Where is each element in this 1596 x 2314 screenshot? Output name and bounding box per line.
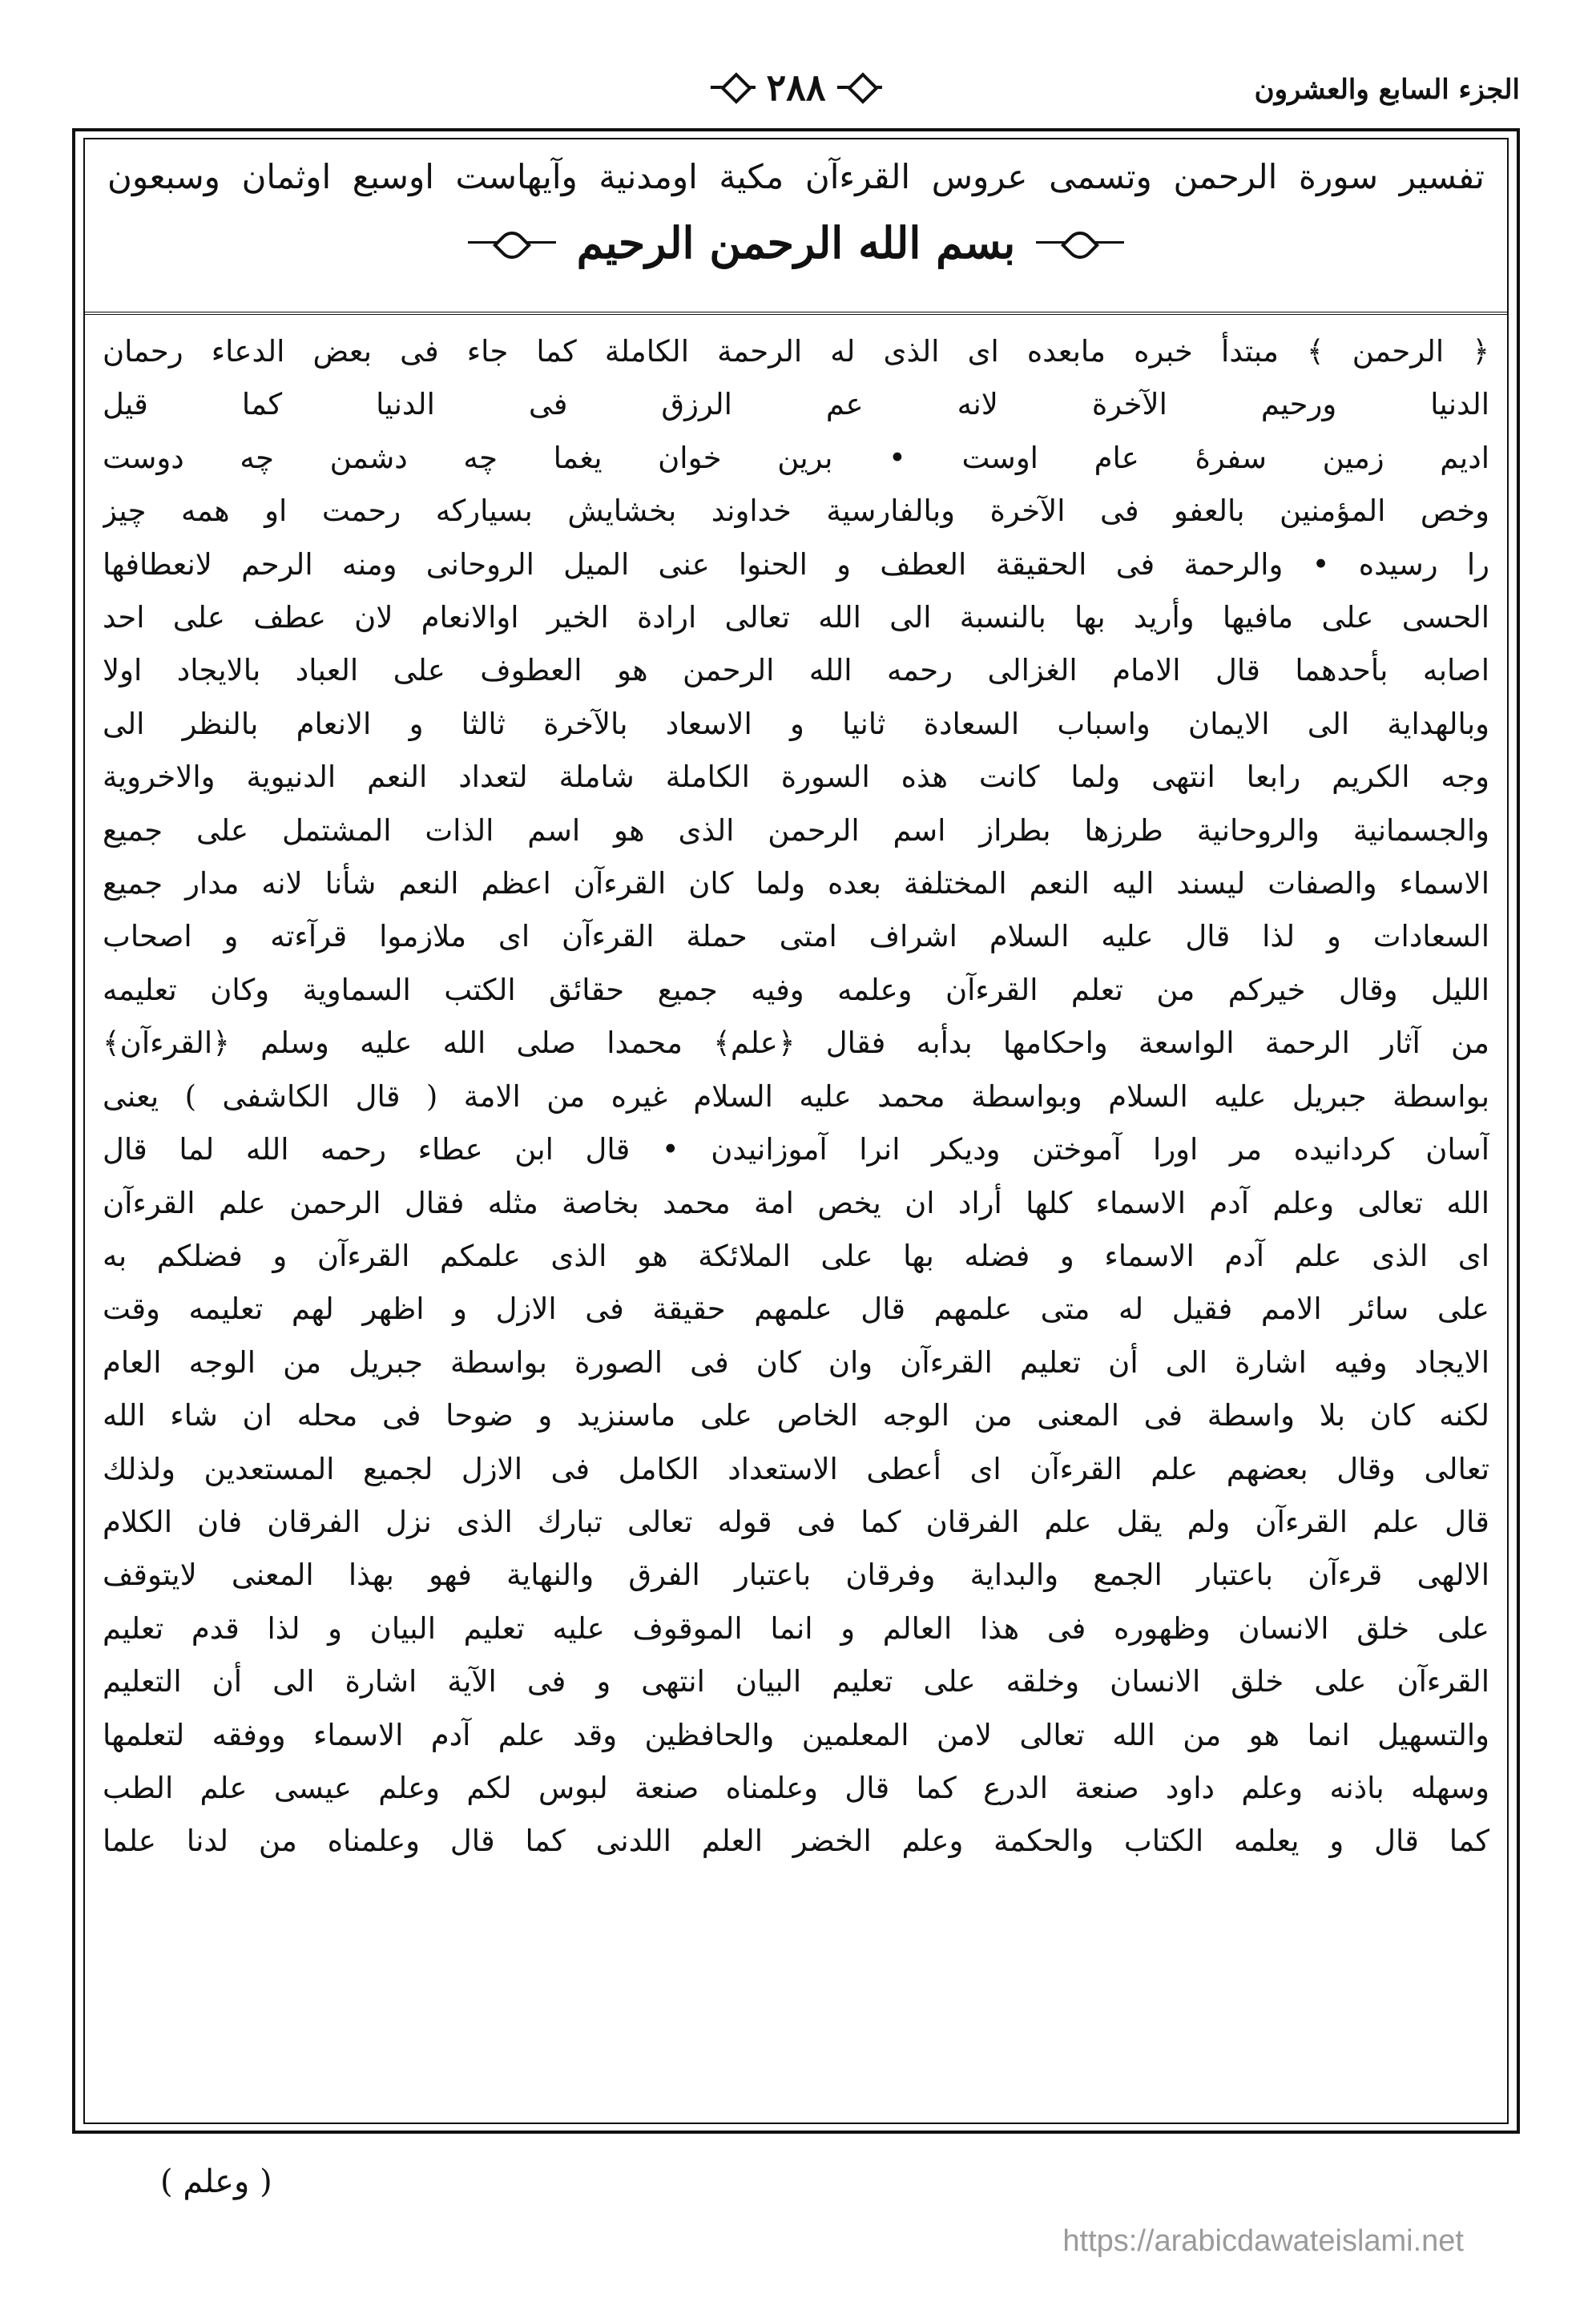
body-line: را رسيده • والرحمة فى الحقيقة العطف و الحنوا عنى الميل الروحانى ومنه الرحم لانعطافها: [103, 546, 1489, 582]
body-line: الله تعالى وعلم آدم الاسماء كلها أراد ان يخص امة محمد بخاصة مثله فقال الرحمن علم القرءآن: [103, 1185, 1489, 1220]
body-line: الالهى قرءآن باعتبار الجمع والبداية وفرقان باعتبار الفرق والنهاية فهو بهذا المعنى لايتوقف: [103, 1558, 1489, 1593]
body-line: وجه الكريم رابعا انتهى ولما كانت هذه السورة الكاملة شاملة لتعداد النعم الدنيوية والاخروية: [103, 760, 1489, 795]
body-line: القرءآن على خلق الانسان وخلقه على تعليم البيان انتهى و فى الآية اشارة الى أن التعليم: [103, 1664, 1489, 1699]
body-line: وسهله باذنه وعلم داود صنعة الدرع كما قال وعلمناه صنعة لبوس لكم وعلم عيسى علم الطب: [103, 1770, 1489, 1805]
body-line: على سائر الامم فقيل له متى علمهم قال علمهم حقيقة فى الازل و اظهر لهم تعليمه وقت: [103, 1292, 1489, 1327]
body-line: تعالى وقال بعضهم علم القرءآن اى أعطى الاستعداد الكامل فى الازل لجميع المستعدين ولذلك: [103, 1451, 1489, 1486]
surah-title: تفسير سورة الرحمن وتسمى عروس القرءآن مكية اومدنية وآيهاست اوسبع اوثمان وسبعون: [107, 157, 1485, 196]
body-line: اى الذى علم آدم الاسماء و فضله بها على الملائكة هو الذى علمكم القرءآن و فضلكم به: [103, 1238, 1489, 1273]
body-line: وخص المؤمنين بالعفو فى الآخرة وبالفارسية خداوند بخشايش بسياركه رحمت او همه چيز: [103, 494, 1489, 529]
body-line: قال علم القرءآن ولم يقل علم الفرقان كما فى قوله تعالى تبارك الذى نزل الفرقان فان الكلام: [103, 1504, 1489, 1539]
running-head: الجزء السابع والعشرون: [1254, 74, 1520, 106]
body-line: الاسماء والصفات ليسند اليه النعم المختلفة بعده ولما كان القرءآن اعظم النعم شأنا لانه مدار جميع: [103, 866, 1489, 901]
basmala-row: [85, 217, 1507, 268]
body-line: الدنيا ورحيم الآخرة لانه عم الرزق فى الدنيا كما قيل: [103, 387, 1489, 422]
page-number: ٢٨٨: [766, 66, 826, 109]
body-line: اديم زمين سفرهٔ عام اوست • برين خوان يغما چه دشمن چه دوست: [103, 440, 1489, 475]
body-line: وبالهداية الى الايمان واسباب السعادة ثانيا و الاسعاد بالآخرة ثالثا و الانعام بالنظر الى: [103, 706, 1489, 741]
body-line: ﴿ الرحمن ﴾ مبتدأ خبره مابعده اى الذى له الرحمة الكاملة كما جاء فى بعض الدعاء رحمان: [103, 334, 1489, 369]
body-line: بواسطة جبريل عليه السلام وبواسطة محمد عليه السلام غيره من الامة ( قال الكاشفى ) يعنى: [103, 1078, 1489, 1114]
text-frame-inner: [83, 138, 1509, 2124]
body-line: آسان كردانيده مر اورا آموختن وديكر انرا آموزانيدن • قال ابن عطاء رحمه الله لما قال: [103, 1132, 1489, 1167]
body-line: الحسى على مافيها وأريد بها بالنسبة الى الله تعالى ارادة الخير اوالانعام لان عطف على احد: [103, 600, 1489, 635]
body-line: من آثار الرحمة الواسعة واحكامها بدأبه فقال ﴿علم﴾ محمدا صلى الله عليه وسلم ﴿القرءآن﴾: [103, 1026, 1489, 1061]
basmala: بسم الله الرحمن الرحيم: [576, 217, 1016, 268]
body-line: السعادات و لذا قال عليه السلام اشراف امتى حملة القرءآن اى ملازموا قرآءته و اصحاب: [103, 919, 1489, 954]
body-line: والتسهيل انما هو من الله تعالى لامن المعلمين والحافظين وقد علم آدم الاسماء ووفقه لتعلمها: [103, 1717, 1489, 1752]
body-line: الليل وقال خيركم من تعلم القرءآن وعلمه وفيه جميع حقائق الكتب السماوية وكان تعليمه: [103, 972, 1489, 1007]
body-line: لكنه كان بلا واسطة فى المعنى من الوجه الخاص على ماسنزيد و ضوحا فى محله ان شاء الله: [103, 1398, 1489, 1433]
body-line: على خلق الانسان وظهوره فى هذا العالم و انما الموقوف عليه تعليم البيان و لذا قدم تعليم: [103, 1611, 1489, 1646]
catchword: ( وعلم ): [160, 2163, 272, 2200]
page-number-group: [710, 66, 881, 109]
flourish-right-icon: [1036, 228, 1124, 257]
page-header: [72, 66, 1520, 130]
watermark: https://arabicdawateislami.net: [1062, 2224, 1464, 2258]
body-line: الايجاد وفيه اشارة الى أن تعليم القرءآن وان كان فى الصورة بواسطة جبريل من الوجه العام: [103, 1344, 1489, 1380]
surah-heading-block: [85, 139, 1507, 315]
ornament-left-icon: [710, 75, 755, 99]
body-line: والجسمانية والروحانية طرزها بطراز اسم الرحمن الذى هو اسم الذات المشتمل على جميع: [103, 812, 1489, 848]
body-line: اصابه بأحدهما قال الامام الغزالى رحمه الله الرحمن هو العطوف على العباد بالايجاد اولا: [103, 653, 1489, 688]
ornament-right-icon: [837, 75, 882, 99]
flourish-left-icon: [468, 228, 556, 257]
text-frame: [72, 128, 1520, 2134]
body-line: كما قال و يعلمه الكتاب والحكمة وعلم الخضر العلم اللدنى كما قال وعلمناه من لدنا علما: [103, 1824, 1489, 1859]
body-text: [103, 325, 1489, 2114]
